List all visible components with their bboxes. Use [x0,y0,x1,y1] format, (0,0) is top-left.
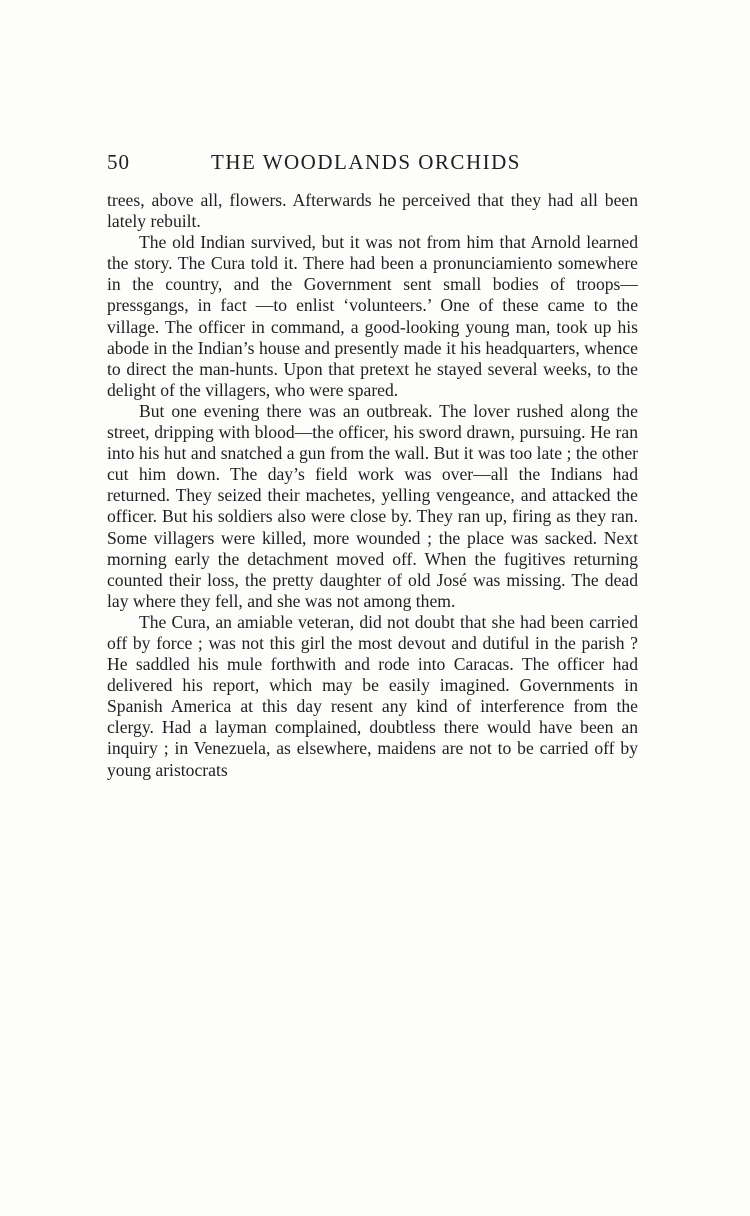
running-head: THE WOODLANDS ORCHIDS [211,150,521,174]
paragraph-4: The Cura, an amiable veteran, did not doubt that she had been carried off by force ; was not this girl the most devout and dutiful in the parish ? He saddled his mule forthwith and rode into Caracas. The officer had delivered his report, which may be easily imagined. Governments in Spanish America at this day resent any kind of interference from the clergy. Had a layman complained, doubtless there would have been an inquiry ; in Venezuela, as elsewhere, maidens are not to be carried off by young aristocrats [107,611,638,780]
paragraph-1: trees, above all, flowers. Afterwards he perceived that they had all been lately rebuilt. [107,190,638,232]
page-number: 50 [107,150,130,174]
page-header [107,150,638,182]
paragraph-2: The old Indian survived, but it was not from him that Arnold learned the story. The Cura told it. There had been a pronunciamiento somewhere in the country, and the Government sent small bodies of troops—pressgangs, in fact —to enlist ‘volunteers.’ One of these came to the village. The officer in command, a good-looking young man, took up his abode in the Indian’s house and presently made it his headquarters, whence to direct the man-hunts. Upon that pretext he stayed several weeks, to the delight of the villagers, who were spared. [107,232,638,400]
paragraph-3: But one evening there was an outbreak. The lover rushed along the street, dripping with blood—the officer, his sword drawn, pursuing. He ran into his hut and snatched a gun from the wall. But it was too late ; the other cut him down. The day’s field work was over—all the Indians had returned. They seized their machetes, yelling vengeance, and attacked the officer. But his soldiers also were close by. They ran up, firing as they ran. Some villagers were killed, more wounded ; the place was sacked. Next morning early the detachment moved off. When the fugitives returning counted their loss, the pretty daughter of old José was missing. The dead lay where they fell, and she was not among them. [107,400,638,611]
body-text [107,190,638,781]
